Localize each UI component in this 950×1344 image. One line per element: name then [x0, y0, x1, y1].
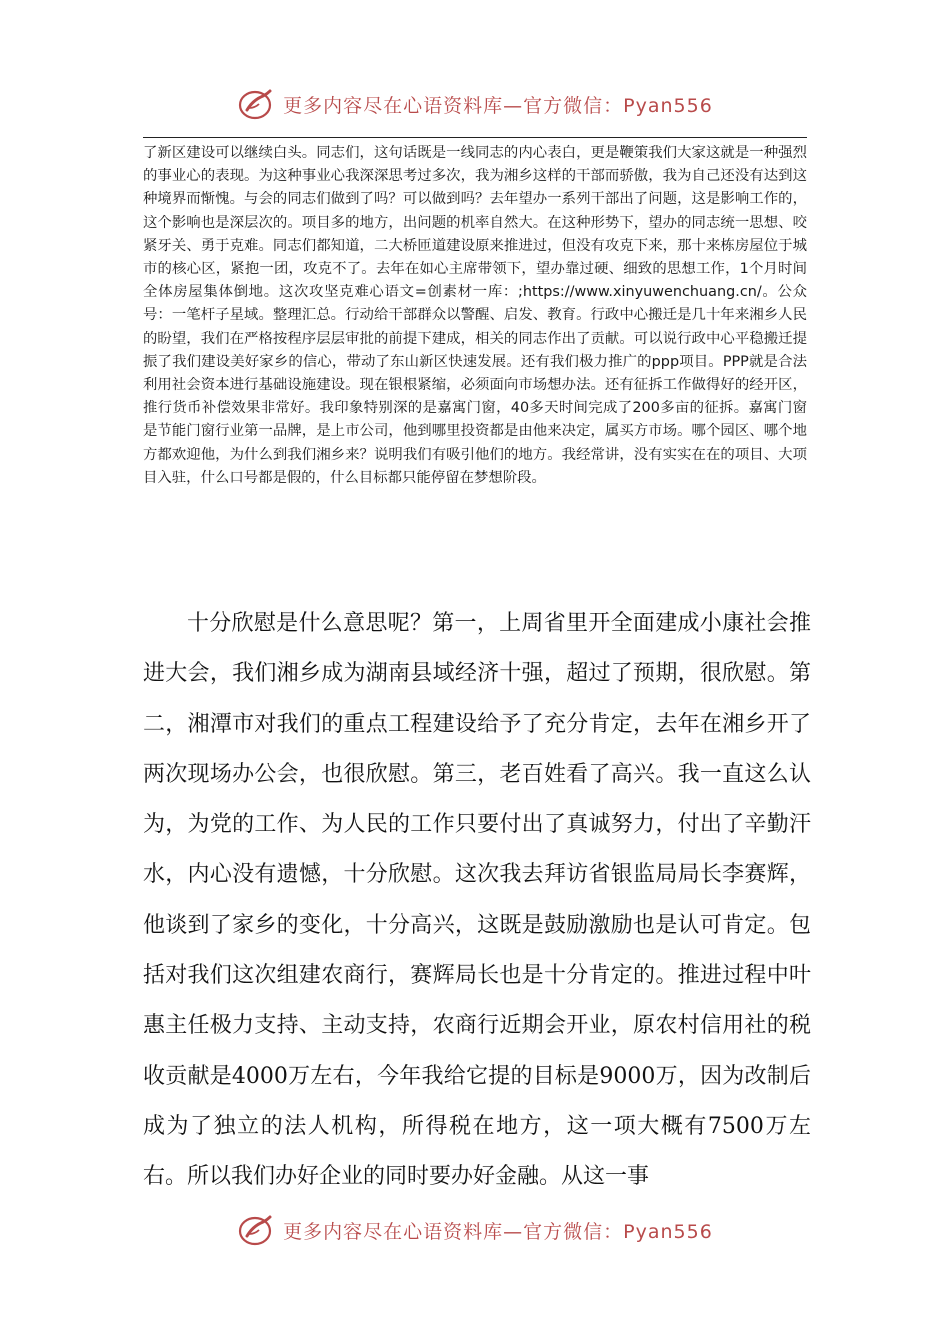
header-watermark	[0, 84, 950, 124]
header-divider	[143, 137, 807, 138]
footer-watermark	[0, 1210, 950, 1250]
brush-logo-icon	[237, 86, 277, 122]
small-paragraph: 了新区建设可以继续白头。同志们，这句话既是一线同志的内心表白，更是鞭策我们大家这就是一种强烈的事业心的表现。为这种事业心我深深思考过多次，我为湘乡这样的干部而骄傲，我为自己还没有达到这种境界而惭愧。与会的同志们做到了吗？可以做到吗？去年望办一系列干部出了问题，这是影响工作的，这个影响也是深层次的。项目多的地方，出问题的机率自然大。在这种形势下，望办的同志统一思想、咬紧牙关、勇于克难。同志们都知道，二大桥匝道建设原来推进过，但没有攻克下来，那十来栋房屋位于城市的核心区，紧抱一团，攻克不了。去年在如心主席带领下，望办靠过硬、细致的思想工作，1个月时间全体房屋集体倒地。这次攻坚克难心语文=创素材一库：;https://www.xinyuwenchuang.cn/。公众号：一笔杆子星域。整理汇总。行动给干部群众以警醒、启发、教育。行政中心搬迁是几十年来湘乡人民的盼望，我们在严格按程序层层审批的前提下建成，相关的同志作出了贡献。可以说行政中心平稳搬迁提振了我们建设美好家乡的信心，带动了东山新区快速发展。还有我们极力推广的ppp项目。PPP就是合法利用社会资本进行基础设施建设。现在银根紧缩，必须面向市场想办法。还有征拆工作做得好的经开区，推行货币补偿效果非常好。我印象特别深的是嘉寓门窗，40多天时间完成了200多亩的征拆。嘉寓门窗是节能门窗行业第一品牌，是上市公司，他到哪里投资都是由他来决定，属买方市场。哪个园区、哪个地方都欢迎他，为什么到我们湘乡来？说明我们有吸引他们的地方。我经常讲，没有实实在在的项目、大项目入驻，什么口号都是假的，什么目标都只能停留在梦想阶段。	[143, 145, 807, 486]
header-watermark-text: 更多内容尽在心语资料库—官方微信：Pyan556	[283, 94, 713, 117]
main-paragraph: 十分欣慰是什么意思呢？第一，上周省里开全面建成小康社会推进大会，我们湘乡成为湖南县域经济十强，超过了预期，很欣慰。第二，湘潭市对我们的重点工程建设给予了充分肯定，去年在湘乡开了两次现场办公会，也很欣慰。第三，老百姓看了高兴。我一直这么认为，为党的工作、为人民的工作只要付出了真诚努力，付出了辛勤汗水，内心没有遗憾，十分欣慰。这次我去拜访省银监局局长李赛辉，他谈到了家乡的变化，十分高兴，这既是鼓励激励也是认可肯定。包括对我们这次组建农商行，赛辉局长也是十分肯定的。推进过程中叶惠主任极力支持、主动支持，农商行近期会开业，原农村信用社的税收贡献是4000万左右，今年我给它提的目标是9000万，因为改制后成为了独立的法人机构，所得税在地方，这一项大概有7500万左右。所以我们办好企业的同时要办好金融。从这一事	[143, 611, 811, 1190]
footer-watermark-text: 更多内容尽在心语资料库—官方微信：Pyan556	[283, 1220, 713, 1243]
small-paragraph-block	[143, 142, 807, 490]
brush-logo-icon	[237, 1212, 277, 1248]
main-paragraph-block	[143, 599, 811, 1203]
